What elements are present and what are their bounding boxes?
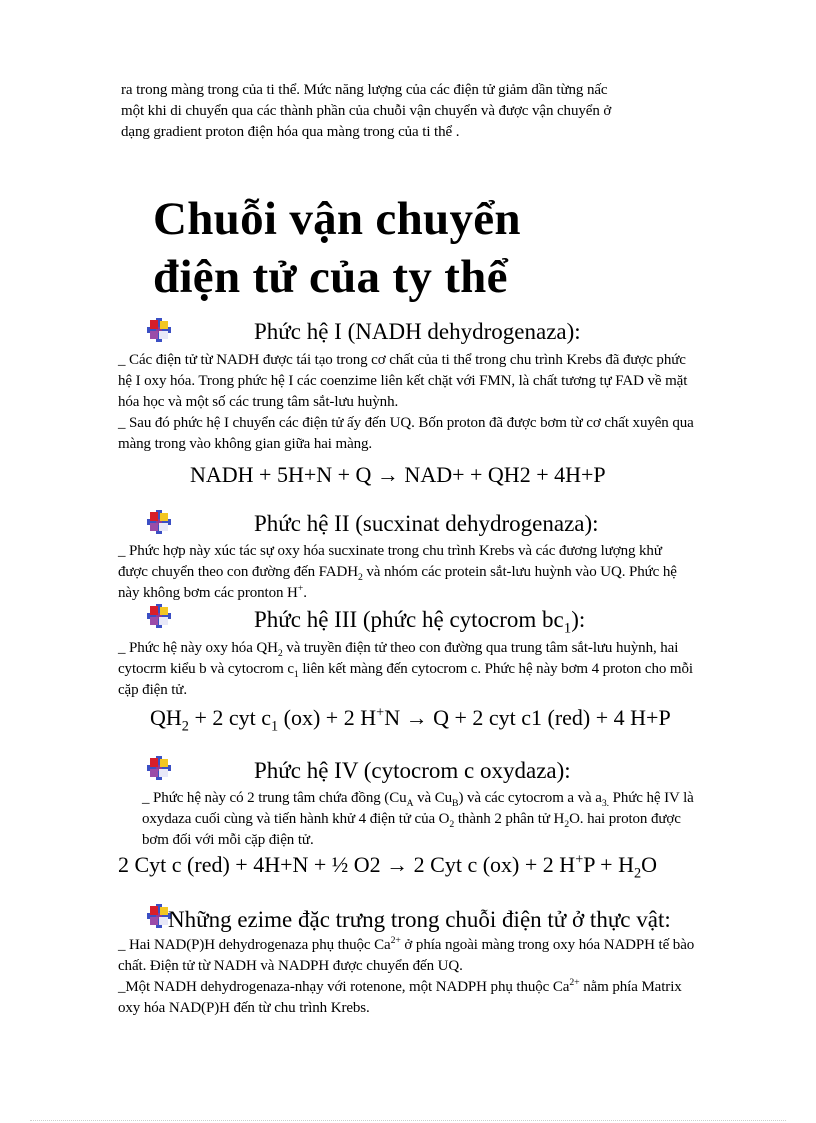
complex4-sub-a: A [406, 798, 414, 809]
complex3-eq-b: + 2 cyt c [188, 705, 271, 730]
bullet-icon [147, 510, 171, 534]
complex4-eq-sub: 2 [633, 865, 642, 882]
complex4-paragraph [142, 788, 696, 851]
intro-line-3: dạng gradient proton điện hóa qua màng trong của ti thể . [121, 124, 460, 140]
complex4-sub-5: 2 [564, 819, 570, 830]
bullet-icon [147, 318, 171, 342]
intro-line-1: ra trong màng trong của ti thể. Mức năng lượng của các điện tử giảm dần từng nấc [121, 82, 608, 98]
complex4-sub-4: 2 [449, 819, 455, 830]
page-title [153, 190, 521, 306]
complex4-text-c: ) và các cytocrom a và a [458, 790, 602, 806]
complex2-text-b: và nhóm các protein sắt-lưu huỳnh vào UQ. Phức hệ này không bơm các pronton H [118, 564, 677, 601]
complex3-eq-d: N → Q + 2 cyt c1 (red) + 4 H+P [384, 705, 671, 730]
complex4-heading: Phức hệ IV (cytocrom c oxydaza): [254, 758, 571, 783]
complex2-heading: Phức hệ II (sucxinat dehydrogenaza): [254, 511, 599, 536]
complex4-eq-c: O [641, 852, 658, 877]
complex1-para-1: _ Các điện tử từ NADH được tái tạo trong cơ chất của ti thể trong chu trình Krebs đã được phức hệ I oxy hóa. Trong phức hệ I các coenzime liên kết chặt với FMN, là chất tương tự FAD về mặt hóa học và một số các trung tâm sắt-lưu huỳnh. [118, 352, 688, 410]
complex4-eq-a: 2 Cyt c (red) + 4H+N + ½ O2 → 2 Cyt c (ox) + 2 H [118, 852, 576, 877]
complex4-eq-sup: + [575, 851, 584, 868]
complex3-eq-a: QH [150, 705, 182, 730]
complex3-equation [150, 704, 671, 735]
complex3-heading-a: Phức hệ III (phức hệ cytocrom bc [254, 607, 564, 632]
complex4-text-b: và Cu [413, 790, 453, 806]
complex3-heading [254, 606, 586, 637]
complex1-heading: Phức hệ I (NADH dehydrogenaza): [254, 319, 581, 344]
plant-para-2 [118, 977, 696, 1019]
complex3-eq-sub-2: 1 [271, 718, 279, 735]
complex2-sup: + [297, 583, 304, 594]
plant-p1-b: ở phía ngoài màng trong oxy hóa NADPH tế bào chất. Điện tử từ NADH và NADPH được chuyển đến UQ. [118, 937, 695, 974]
complex3-eq-sub-1: 2 [181, 718, 189, 735]
complex4-sub-3: 3. [601, 798, 609, 809]
title-line-2: điện tử của ty thể [153, 251, 508, 303]
plant-p1-sup: 2+ [390, 935, 401, 946]
complex2-sub: 2 [357, 572, 363, 583]
complex4-text-f: O. hai proton được bơm đối với mỗi cặp điện tử. [142, 811, 681, 848]
intro-paragraph [121, 80, 721, 143]
complex2-text-a: _ Phức hợp này xúc tác sự oxy hóa sucxinate trong chu trình Krebs và các đương lượng khử được chuyển theo con đường đến FADH [118, 543, 662, 580]
plant-p2-b: nằm phía Matrix oxy hóa NAD(P)H đến từ chu trình Krebs. [118, 979, 682, 1016]
plant-heading: Những ezime đặc trưng trong chuỗi điện tử ở thực vật: [168, 907, 671, 932]
plant-p1-a: _ Hai NAD(P)H dehydrogenaza phụ thuộc Ca [118, 937, 391, 953]
complex3-text-b: và truyền điện tử theo con đường qua trung tâm sắt-lưu huỳnh, hai cytocrm kiểu b và cytocrom c [118, 640, 679, 677]
bullet-icon [147, 756, 171, 780]
complex4-text-e: thành 2 phân tử H [454, 811, 565, 827]
plant-p2-a: _Một NADH dehydrogenaza-nhạy với rotenone, một NADPH phụ thuộc Ca [118, 979, 570, 995]
complex4-equation [118, 851, 658, 882]
complex4-eq-b: P + H [583, 852, 634, 877]
complex2-paragraph [118, 541, 690, 604]
intro-line-2: một khi di chuyển qua các thành phần của chuỗi vận chuyển và được vận chuyển ở [121, 103, 612, 119]
page-bottom-border [30, 1120, 786, 1121]
title-line-1: Chuỗi vận chuyển [153, 193, 521, 245]
complex3-paragraph [118, 638, 694, 701]
complex3-heading-sub: 1 [563, 620, 572, 637]
complex3-text-c: liên kết màng đến cytocrom c. Phức hệ này bơm 4 proton cho mỗi cặp điện tử. [118, 661, 693, 698]
complex2-text-c: . [303, 585, 307, 601]
complex1-equation: NADH + 5H+N + Q → NAD+ + QH2 + 4H+P [190, 462, 606, 487]
complex4-text-a: _ Phức hệ này có 2 trung tâm chứa đồng (Cu [142, 790, 407, 806]
complex3-text-a: _ Phức hệ này oxy hóa QH [118, 640, 278, 656]
complex1-body [118, 350, 698, 455]
complex3-eq-sup: + [376, 704, 385, 721]
bullet-icon [147, 604, 171, 628]
plant-p2-sup: 2+ [569, 977, 580, 988]
plant-para-1 [118, 935, 696, 977]
complex3-eq-c: (ox) + 2 H [278, 705, 377, 730]
complex1-para-2: _ Sau đó phức hệ I chuyển các điện tử ấy đến UQ. Bốn proton đã được bơm từ cơ chất xuyên qua màng trong vào không gian giữa hai màng. [118, 415, 694, 452]
complex3-heading-b: ): [571, 607, 586, 632]
complex3-sub-2: 1 [293, 669, 299, 680]
plant-body [118, 935, 696, 1019]
complex4-text-d: Phức hệ IV là oxydaza cuối cùng và tiến hành khử 4 điện tử của O [142, 790, 694, 827]
complex3-sub-1: 2 [277, 648, 283, 659]
complex4-sub-b: B [452, 798, 459, 809]
